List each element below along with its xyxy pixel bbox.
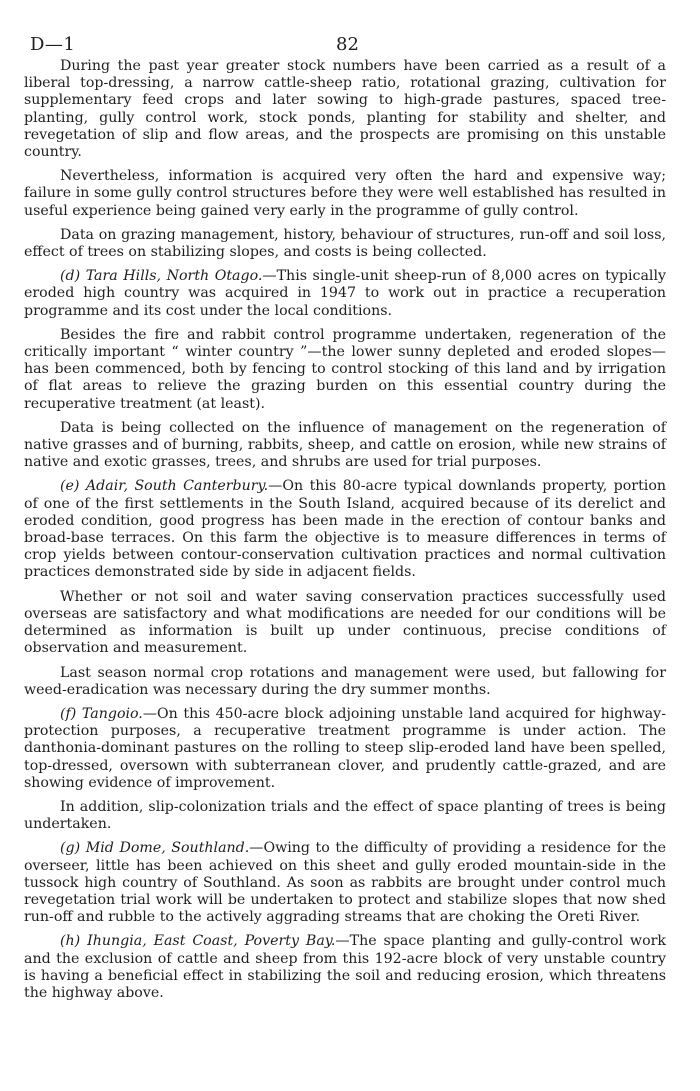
paragraph-text: Data is being collected on the influence of management on the regeneration of native grasses and of burning, rabbits, sheep, and cattle on erosion, while new strains of native and exotic grasses, trees, and shrubs are used for trial purposes. (24, 419, 666, 471)
paragraph (24, 665, 666, 699)
paragraph (24, 327, 666, 413)
paragraph (24, 268, 666, 320)
paragraph-text: —Owing to the difficulty of providing a residence for the overseer, little has been achieved on this sheet and gully eroded mountain-side in the tussock high country of Southland. As soon as rabbits are brought under control much revegetation trial work will be undertaken to protect and stabilize slopes that now shed run-off and rubble to the actively aggrading streams that are choking the Oreti River. (24, 840, 666, 926)
section-heading: (e) Adair, South Canterbury. (60, 478, 269, 495)
section-heading: (f) Tangoio. (60, 705, 143, 722)
section-heading: (h) Ihungia, East Coast, Poverty Bay. (60, 933, 336, 950)
page-number: 82 (336, 34, 359, 55)
paragraph-text: —On this 80-acre typical downlands property, portion of one of the first settlements in the South Island, acquired because of its derelict and eroded condition, good progress has been made in the erection of contour banks and broad-base terraces. On this farm the objective is to measure differences in terms of crop yields between contour-conservation cultivation practices and normal cultivation practices demonstrated side by side in adjacent fields. (24, 478, 666, 581)
section-heading: (d) Tara Hills, North Otago. (60, 268, 263, 285)
page-header (24, 22, 666, 58)
paragraph-text: Nevertheless, information is acquired very often the hard and expensive way; failure in some gully control structures before they were well established has resulted in useful experience being gained very early in the programme of gully control. (24, 168, 666, 219)
paragraph-text: —The space planting and gully-control work and the exclusion of cattle and sheep from this 192-acre block of very unstable country is having a beneficial effect in stabilizing the soil and reducing erosion, which threatens the highway above. (24, 933, 666, 1001)
document-page (24, 22, 666, 1009)
section-heading: (g) Mid Dome, Southland. (60, 840, 250, 857)
paragraph-text: Data on grazing management, history, behaviour of structures, run-off and soil loss, effect of trees on stabilizing slopes, and costs is being collected. (24, 226, 666, 261)
paragraph (24, 420, 666, 472)
paragraph (24, 799, 666, 833)
paragraph (24, 478, 666, 581)
paragraph-text: Whether or not soil and water saving conservation practices successfully used overseas are satisfactory and what modifications are needed for our conditions will be determined as information is built up under continuous, precise conditions of observation and measurement. (24, 588, 666, 657)
paragraph (24, 840, 666, 926)
paragraph (24, 706, 666, 792)
paragraph (24, 933, 666, 1002)
paragraph-text: —This single-unit sheep-run of 8,000 acres on typically eroded high country was acquired in 1947 to work out in practice a recuperation programme and its cost under the local conditions. (24, 268, 666, 319)
paragraph-text: —On this 450-acre block adjoining unstable land acquired for highway-protection purposes, a recuperative treatment programme is under action. The danthonia-dominant pastures on the rolling to steep slip-eroded land have been spelled, top-dressed, oversown with subterranean clover, and prudently cattle-grazed, and are showing evidence of improvement. (24, 705, 666, 791)
paragraph-text: During the past year greater stock numbers have been carried as a result of a liberal top-dressing, a narrow cattle-sheep ratio, rotational grazing, cultivation for supplementary feed crops and later sowing to high-grade pastures, spaced tree-planting, gully control work, stock ponds, planting for stability and shelter, and revegetation of slip and flow areas, and the prospects are promising on this unstable country. (24, 58, 666, 161)
paragraph (24, 168, 666, 220)
paragraph-text: Last season normal crop rotations and management were used, but fallowing for weed-eradication was necessary during the dry summer months. (24, 664, 666, 698)
document-id: D—1 (30, 34, 76, 55)
paragraph (24, 58, 666, 161)
paragraph-text: In addition, slip-colonization trials and the effect of space planting of trees is being undertaken. (24, 798, 666, 833)
paragraph-text: Besides the fire and rabbit control programme undertaken, regeneration of the critically important “ winter country ”—the lower sunny depleted and eroded slopes—has been commenced, both by fencing to control stocking of this land and by irrigation of flat areas to relieve the grazing burden on this essential country during the recuperative treatment (at least). (24, 326, 666, 412)
body-text (24, 58, 666, 1002)
paragraph (24, 589, 666, 658)
paragraph (24, 227, 666, 261)
